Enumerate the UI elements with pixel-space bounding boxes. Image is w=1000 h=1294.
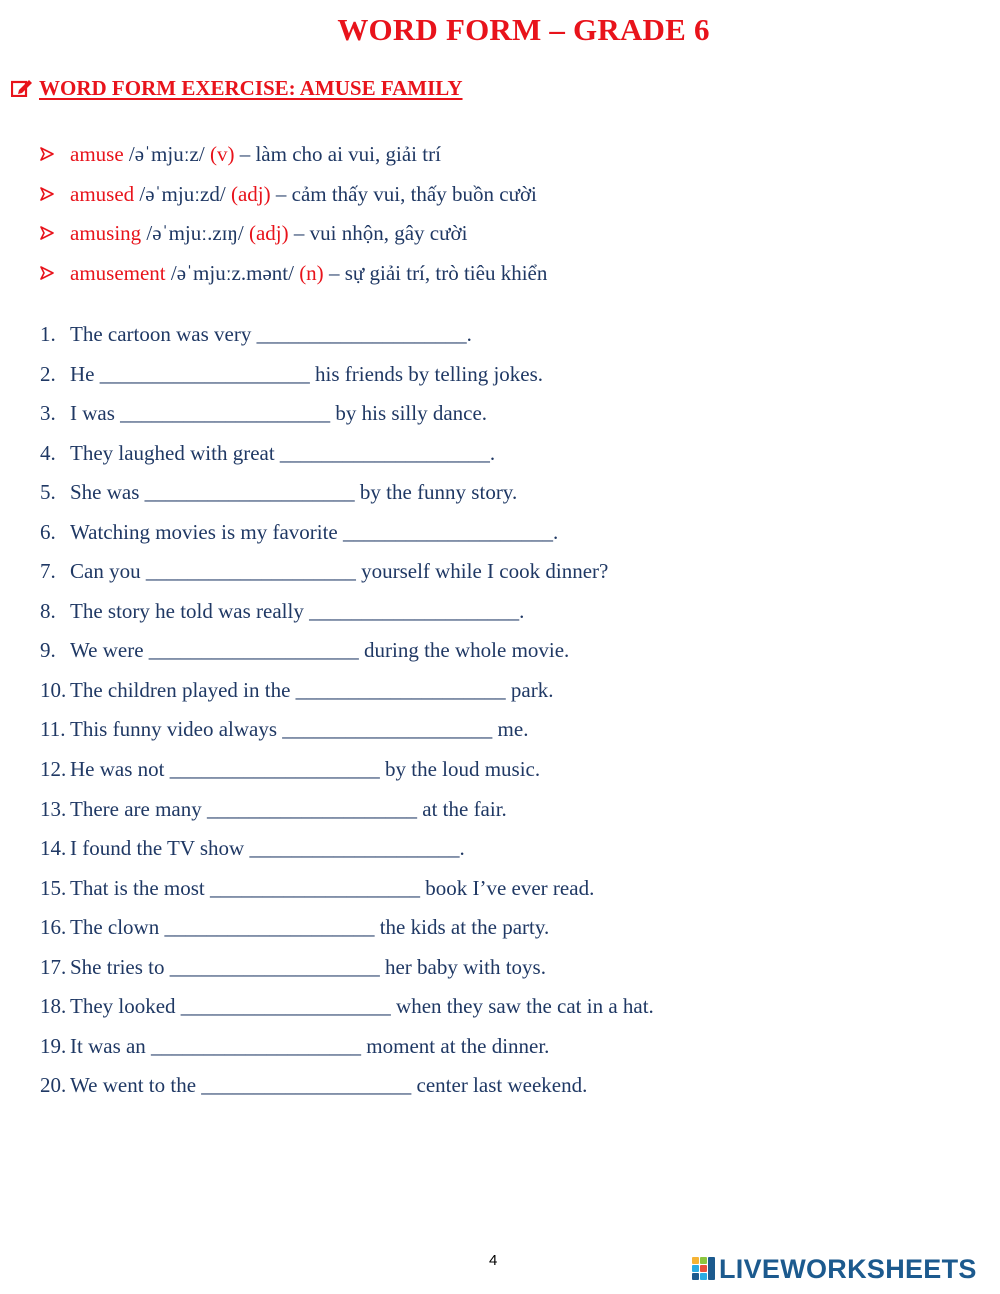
vocab-ipa: /əˈmjuː.zɪŋ/ (146, 221, 244, 245)
question-item (40, 992, 654, 1032)
page-number: 4 (489, 1252, 498, 1269)
question-text[interactable]: She was ____________________ by the funny story. (70, 480, 518, 505)
question-item (40, 834, 654, 874)
question-number: 8. (40, 598, 56, 623)
question-item (40, 439, 654, 479)
logo-text: LIVEWORKSHEETS (719, 1254, 977, 1284)
vocab-meaning: – làm cho ai vui, giải trí (239, 142, 441, 166)
question-list (40, 320, 654, 1111)
question-text[interactable]: She tries to ____________________ her baby with toys. (70, 954, 546, 979)
question-item (40, 399, 654, 439)
vocab-pos: (adj) (248, 221, 289, 245)
exercise-heading-text: WORD FORM EXERCISE: AMUSE FAMILY (39, 76, 463, 100)
question-item (40, 557, 654, 597)
vocab-word: amuse (70, 142, 124, 166)
vocab-item (40, 219, 547, 259)
question-number: 1. (40, 322, 56, 346)
question-item (40, 1032, 654, 1072)
vocab-pos: (n) (299, 260, 324, 285)
vocab-meaning: – vui nhộn, gây cười (293, 221, 468, 245)
question-item (40, 953, 654, 993)
question-item (40, 913, 654, 953)
question-number: 20. (40, 1073, 67, 1098)
liveworksheets-logo[interactable] (692, 1254, 977, 1284)
question-number: 12. (40, 757, 67, 782)
arrow-bullet-icon (40, 226, 54, 240)
question-text[interactable]: That is the most ____________________ book I’ve ever read. (70, 875, 595, 900)
question-text[interactable]: The story he told was really ____________________. (70, 598, 525, 623)
question-text[interactable]: I was ____________________ by his silly dance. (70, 401, 488, 426)
question-number: 5. (40, 480, 56, 505)
arrow-bullet-icon (40, 187, 54, 201)
vocab-pos: (v) (209, 142, 235, 166)
question-number: 15. (40, 875, 67, 900)
exercise-heading (11, 76, 463, 101)
vocab-meaning: – cảm thấy vui, thấy buồn cười (275, 181, 537, 206)
question-item (40, 478, 654, 518)
question-number: 16. (40, 915, 67, 940)
question-text[interactable]: I found the TV show ____________________. (70, 836, 465, 861)
vocab-meaning: – sự giải trí, trò tiêu khiển (328, 260, 548, 285)
vocab-pos: (adj) (230, 181, 271, 206)
question-text[interactable]: The children played in the ____________________ park. (70, 677, 554, 702)
question-text[interactable]: He was not ____________________ by the loud music. (70, 757, 541, 782)
question-number: 3. (40, 401, 56, 426)
question-item (40, 360, 654, 400)
question-number: 17. (40, 954, 67, 979)
question-number: 6. (40, 519, 56, 544)
question-number: 14. (40, 836, 67, 861)
liveworksheets-logo-icon (692, 1256, 716, 1282)
question-text[interactable]: Can you ____________________ yourself while I cook dinner? (70, 559, 609, 584)
question-text[interactable]: It was an ____________________ moment at the dinner. (70, 1033, 550, 1058)
vocab-ipa: /əˈmjuːz/ (128, 142, 205, 166)
question-item (40, 874, 654, 914)
arrow-bullet-icon (40, 147, 54, 161)
question-item (40, 755, 654, 795)
question-item (40, 795, 654, 835)
question-item (40, 597, 654, 637)
vocab-ipa: /əˈmjuːzd/ (139, 181, 226, 206)
question-text[interactable]: He ____________________ his friends by telling jokes. (70, 361, 544, 386)
question-number: 18. (40, 994, 67, 1019)
question-text[interactable]: This funny video always ____________________ me. (70, 717, 529, 742)
question-number: 9. (40, 638, 56, 663)
question-item (40, 676, 654, 716)
question-text[interactable]: Watching movies is my favorite ____________________. (70, 519, 559, 544)
vocab-ipa: /əˈmjuːz.mənt/ (170, 260, 294, 285)
vocab-word: amused (70, 181, 135, 206)
question-item (40, 320, 654, 360)
question-number: 7. (40, 559, 56, 584)
vocab-word: amusement (70, 260, 166, 285)
arrow-bullet-icon (40, 266, 54, 280)
question-item (40, 715, 654, 755)
question-text[interactable]: The cartoon was very ____________________. (70, 322, 472, 346)
vocabulary-list (40, 140, 547, 298)
question-item (40, 636, 654, 676)
question-text[interactable]: They laughed with great ____________________. (70, 440, 496, 465)
vocab-item (40, 259, 547, 299)
vocab-item (40, 140, 547, 180)
vocab-word: amusing (70, 221, 142, 245)
question-number: 2. (40, 361, 56, 386)
page-title: WORD FORM – GRADE 6 (337, 12, 710, 47)
question-text[interactable]: There are many ____________________ at the fair. (70, 796, 507, 821)
question-text[interactable]: They looked ____________________ when they saw the cat in a hat. (70, 994, 654, 1019)
vocab-item (40, 180, 547, 220)
question-number: 11. (40, 717, 66, 742)
question-number: 10. (40, 677, 67, 702)
question-text[interactable]: The clown ____________________ the kids at the party. (70, 915, 550, 940)
question-number: 4. (40, 440, 56, 465)
question-number: 19. (40, 1033, 67, 1058)
question-item (40, 518, 654, 558)
pencil-icon (11, 79, 33, 97)
question-text[interactable]: We were ____________________ during the whole movie. (70, 638, 570, 663)
question-text[interactable]: We went to the ____________________ center last weekend. (70, 1073, 588, 1098)
question-number: 13. (40, 796, 67, 821)
question-item (40, 1071, 654, 1111)
